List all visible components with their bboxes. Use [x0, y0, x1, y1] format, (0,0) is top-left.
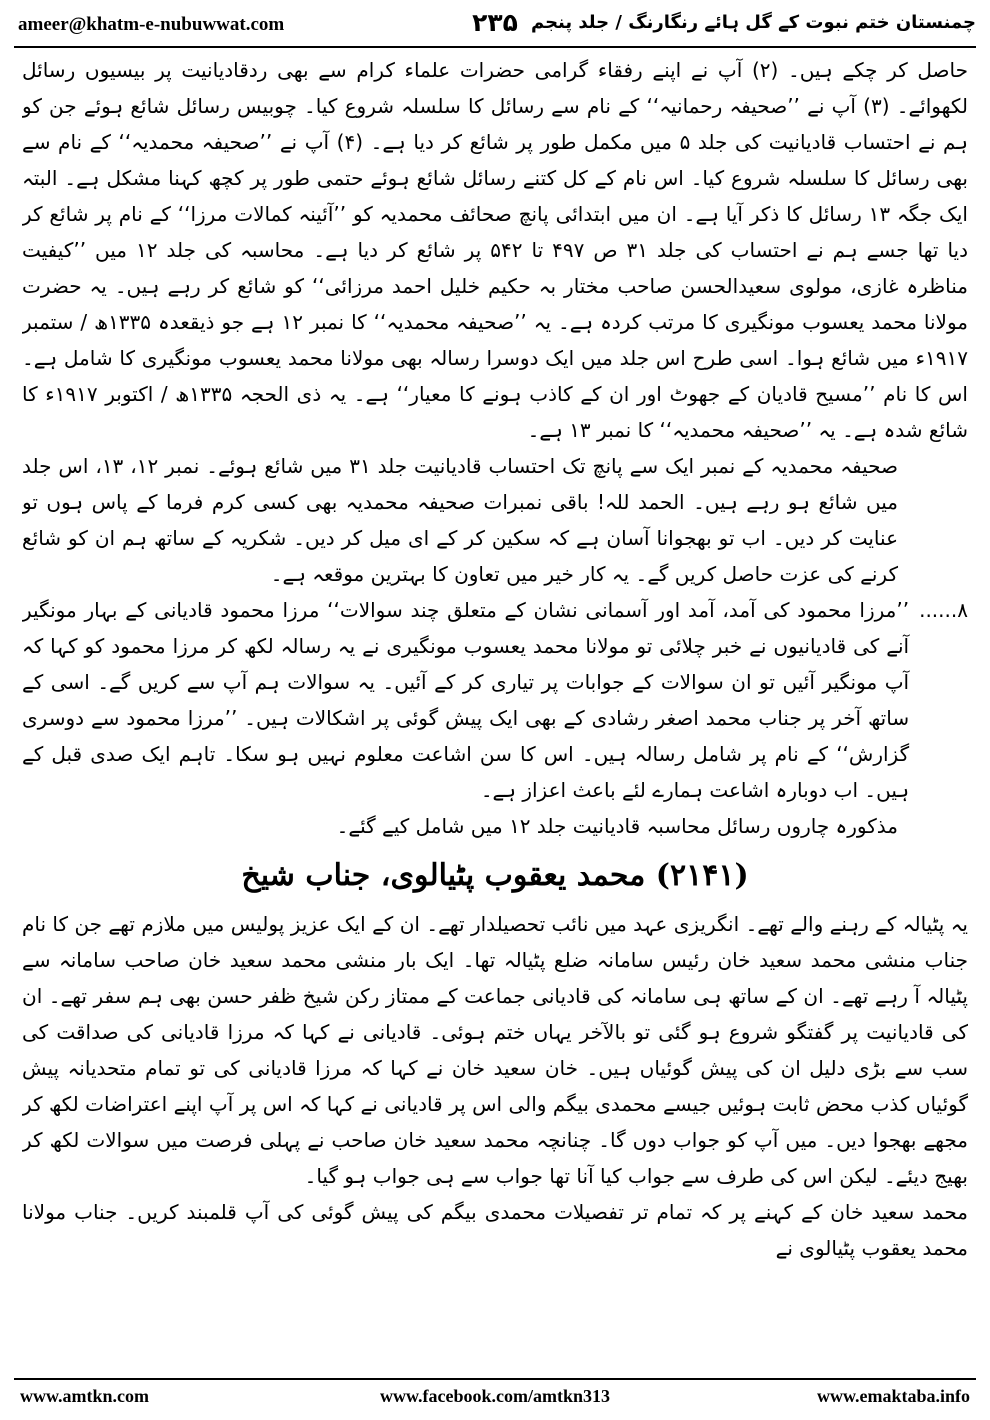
section-heading: (۲۱۴۱) محمد یعقوب پٹیالوی، جناب شیخ	[241, 858, 749, 893]
page-body	[22, 52, 968, 1368]
footer-link-emaktaba[interactable]: www.emaktaba.info	[816, 1386, 970, 1406]
paragraph-4: مذکورہ چاروں رسائل محاسبہ قادیانیت جلد ۱۲ میں شامل کیے گئے۔	[336, 814, 898, 838]
paragraph-6: محمد سعید خان کے کہنے پر کہ تمام تر تفصیلات محمدی بیگم کی پیش گوئی کی آپ قلمبند کریں۔ جناب مولانا محمد یعقوب پٹیالوی نے	[22, 1200, 968, 1260]
numbered-item-8	[22, 592, 968, 808]
paragraph-1: حاصل کر چکے ہیں۔ (۲) آپ نے اپنے رفقاء گرامی حضرات علماء کرام سے بھی ردقادیانیت پر بیسیوں رسائل لکھوائے۔ (۳) آپ نے ’’صحیفہ رحمانیہ‘‘ کے نام سے رسائل کا سلسلہ شروع کیا۔ چوبیس رسائل شائع ہوئے جن کو ہم نے احتساب قادیانیت کی جلد ۵ میں مکمل طور پر شائع کر دیا ہے۔ (۴) آپ نے ’’صحیفہ محمدیہ‘‘ کے نام سے بھی رسائل کا سلسلہ شروع کیا۔ اس نام کے کل کتنے رسائل شائع ہوئے حتمی طور پر کچھ کہنا مشکل ہے۔ البتہ ایک جگہ ۱۳ رسائل کا ذکر آیا ہے۔ ان میں ابتدائی پانچ صحائف محمدیہ کو ’’آئینہ کمالات مرزا‘‘ کے نام پر شائع کر دیا تھا جسے ہم نے احتساب کی جلد ۳۱ ص ۴۹۷ تا ۵۴۲ پر شائع کر دیا ہے۔ محاسبہ کی جلد ۱۲ میں ’’کیفیت مناظرہ غازی، مولوی سعیدالحسن صاحب مختار بہ حکیم خلیل احمد مرزائی‘‘ کو شائع کر رہے ہیں۔ یہ حضرت مولانا محمد یعسوب مونگیری کا مرتب کردہ ہے۔ یہ ’’صحیفہ محمدیہ‘‘ کا نمبر ۱۲ ہے جو ذیقعدہ ۱۳۳۵ھ / ستمبر ۱۹۱۷ء میں شائع ہوا۔ اسی طرح اس جلد میں ایک دوسرا رسالہ بھی مولانا محمد یعسوب مونگیری کا شامل ہے۔ اس کا نام ’’مسیح قادیان کے جھوٹ اور ان کے کاذب ہونے کا معیار‘‘ ہے۔ یہ ذی الحجہ ۱۳۳۵ھ / اکتوبر ۱۹۱۷ء کا شائع شدہ ہے۔ یہ ’’صحیفہ محمدیہ‘‘ کا نمبر ۱۳ ہے۔	[22, 58, 968, 442]
page-footer	[20, 1386, 970, 1412]
paragraph-3: ’’مرزا محمود کی آمد، آمد اور آسمانی نشان کے متعلق چند سوالات‘‘ مرزا محمود قادیانی کے بہار مونگیر آنے کی قادیانیوں نے خبر چلائی تو مولانا محمد یعسوب مونگیری نے یہ رسالہ لکھ کر مرزا محمود کو کہا کہ آپ مونگیر آئیں تو ان سوالات کے جوابات پر تیاری کر کے آئیں۔ یہ سوالات ہم آپ سے کریں گے۔ اسی کے ساتھ آخر پر جناب محمد اصغر رشادی کے بھی ایک پیش گوئی پر اشکالات ہیں۔ ’’مرزا محمود سے دوسری گزارش‘‘ کے نام پر شامل رسالہ ہیں۔ اس کا سن اشاعت معلوم نہیں ہو سکا۔ تاہم ایک صدی قبل کے ہیں۔ اب دوبارہ اشاعت ہمارے لئے باعث اعزاز ہے۔	[22, 598, 910, 802]
footer-rule	[14, 1378, 976, 1380]
header-email: ameer@khatm-e-nubuwwat.com	[18, 14, 285, 35]
paragraph-5: یہ پٹیالہ کے رہنے والے تھے۔ انگریزی عہد میں نائب تحصیلدار تھے۔ ان کے ایک عزیز پولیس میں ملازم تھے جن کا نام جناب منشی محمد سعید خان رئیس سامانہ ضلع پٹیالہ تھا۔ ایک بار منشی محمد سعید خان صاحب سامانہ سے پٹیالہ آ رہے تھے۔ ان کے ساتھ ہی سامانہ کی قادیانی جماعت کے ممتاز رکن شیخ ظفر حسن بھی ہم سفر تھے۔ ان کی قادیانیت پر گفتگو شروع ہو گئی تو بالآخر یہاں ختم ہوئی۔ قادیانی نے کہا کہ مرزا قادیانی کی صداقت کی سب سے بڑی دلیل ان کی پیش گوئیاں ہیں۔ خان سعید خان نے کہا کہ مرزا قادیانی کی تو تمام متحدیانہ پیش گوئیاں کذب محض ثابت ہوئیں جیسے محمدی بیگم والی اس پر قادیانی نے کہا کہ اس پر آپ اپنے اعتراضات لکھ کر مجھے بھجوا دیں۔ میں آپ کو جواب دوں گا۔ چنانچہ محمد سعید خان صاحب نے پہلی فرصت میں سوالات لکھ کر بھیج دیئے۔ لیکن اس کی طرف سے جواب کیا آنا تھا جواب سے ہی جواب ہو گیا۔	[22, 912, 968, 1188]
item-number: ۸......	[919, 598, 968, 622]
book-title: چمنستان ختم نبوت کے گل ہائے رنگارنگ / جلد پنجم	[530, 12, 976, 33]
header-rule	[14, 46, 976, 48]
paragraph-2: صحیفہ محمدیہ کے نمبر ایک سے پانچ تک احتساب قادیانیت جلد ۳۱ میں شائع ہوئے۔ نمبر ۱۲، ۱۳، اس جلد میں شائع ہو رہے ہیں۔ الحمد للہ! باقی نمبرات صحیفہ محمدیہ بھی کسی کرم فرما کے پاس ہوں تو عنایت کر دیں۔ اب تو بھجوانا آسان ہے کہ سکین کر کے ای میل کر دیں۔ شکریہ کے ساتھ ہم ان کو شائع کرنے کی عزت حاصل کریں گے۔ یہ کار خیر میں تعاون کا بہترین موقعہ ہے۔	[22, 454, 899, 586]
footer-link-amtkn[interactable]: www.amtkn.com	[20, 1386, 149, 1406]
page-number: ۲۳۵	[472, 8, 518, 37]
footer-link-facebook[interactable]: www.facebook.com/amtkn313	[380, 1386, 610, 1406]
page-header	[14, 6, 976, 44]
